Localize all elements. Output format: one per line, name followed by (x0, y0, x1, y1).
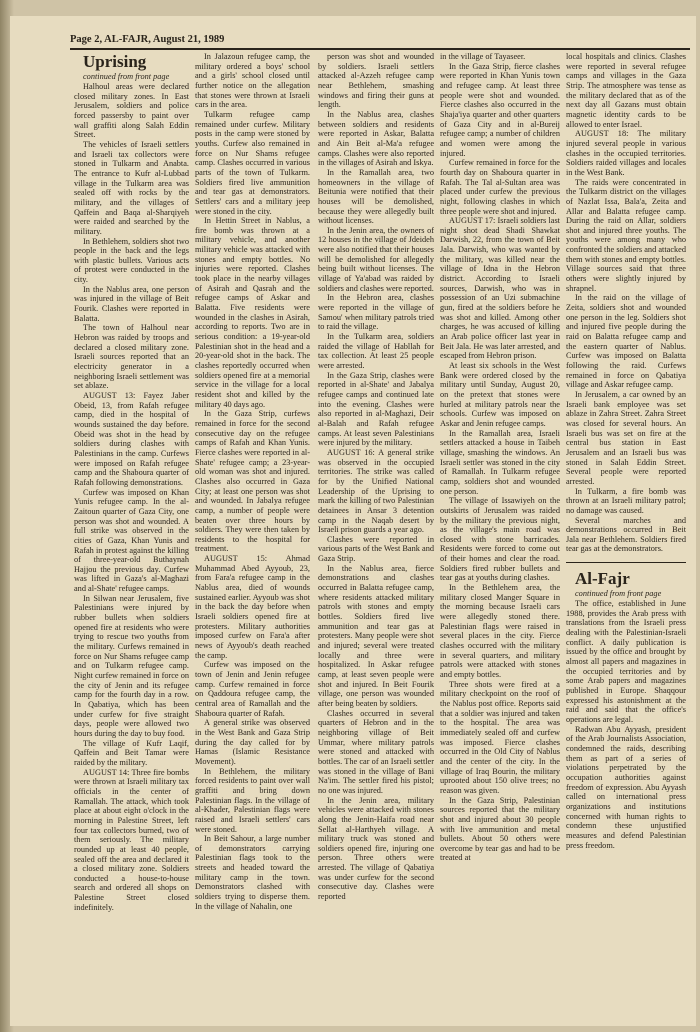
paragraph: local hospitals and clinics. Clashes were reported in several refugee camps and villages in the Gaza Strip. The atmosphere was tense as the military declared that as of the next day all Gazans must obtain magnetic identity cards to be allowed to enter Israel. (566, 52, 686, 129)
paragraph: In Hettin Street in Nablus, a fire bomb was thrown at a military vehicle, and another military vehicle was attacked with stones and empty bottles. No injuries were reported. Clashes took place in the nearby villages of Asirah and Qasrah and the refugee camps of Askar and Balatta. Five residents were wounded in the clashes in Asirah, according to reports. Two are in serious condition: a 19-year-old Palestinian shot in the head and a 20-year-old shot in the back. The clashes reportedly occurred when soldiers opened fire at a memorial service in the village for a local resident shot and killed by the military 40 days ago. (195, 216, 310, 409)
column-3 (318, 52, 434, 1027)
paragraph: Curfew was imposed on the town of Jenin and Jenin refugee camp. Curfew remained in force on Qaddoura refugee camp, the central area of Ramallah and the Shaboura quarter of Rafah. (195, 660, 310, 718)
paragraph: Radwan Abu Ayyash, president of the Arab Journalists Association, condemned the raids, describing them as part of a series of violations perpetrated by the occupation authorities against freedom of expression. Abu Ayyash called on international press organizations and institutions concerned with human rights to condemn these unjustified measures and defend Palestinian press freedom. (566, 724, 686, 850)
paragraph: In the Jenin area, military vehicles were attacked with stones along the Jenin-Haifa road near Sellat al-Harthyeh village. A military truck was stoned and soldiers opened fire, injuring one person. Three others were arrested. The village of Qabatiya was under curfew for the second consecutive day. Clashes were reported (318, 795, 434, 902)
article-divider (566, 562, 686, 563)
paragraph: In the Gaza Strip, fierce clashes were reported in Khan Yunis town and refugee camp. At least three people were shot and wounded. Fierce clashes also occurred in the Shaja'iya quarter and other quarters of Gaza City and in al-Bureij refugee camp; a number of children and women were among the injured. (440, 61, 560, 158)
paragraph: AUGUST 13: Fayez Jaber Obeid, 13, from Rafah refugee camp, died in the hospital of wounds sustained the day before. Obeid was shot in the head by soldiers during clashes with Palestinians in the camp. Curfews were imposed on Rafah refugee camp and the Shaboura quarter of Rafah following demonstrations. (74, 391, 189, 487)
paragraph: AUGUST 18: The military injured several people in various clashes in the occupied territories. Soldiers raided villages and locales in the West Bank. (566, 129, 686, 177)
paragraph: In the Nablus area, clashes between soldiers and residents were reported in Askar, Balatta and Ain Beit al-Ma'a refugee camps. Clashes were also reported in the villages of Asirah and Iskya. (318, 109, 434, 168)
paragraph: In Tulkarm, a fire bomb was thrown at an Israeli military patrol; no damage was caused. (566, 486, 686, 515)
paragraph: Three shots were fired at a military checkpoint on the roof of the Nablus post office. Reports said that a soldier was injured and taken to the hospital. The area was immediately sealed off and curfew was imposed. Fierce clashes occurred in the Old City of Nablus and the center of the city. In the village of Iraq Bourin, the military uprooted about 150 olive trees; no reason was given. (440, 679, 560, 795)
paragraph: Several marches and demonstrations occurred in Beit Jala near Bethlehem. Soldiers fired tear gas at the demonstrators. (566, 515, 686, 554)
paragraph: The vehicles of Israeli settlers and Israeli tax collectors were stoned in Tulkarm and Anabta. The entrance to Kufr al-Lubbad village in the Tulkarm area was sealed off with rocks by the military, and the villages of Qaffein and Baqa al-Sharqiyeh were raided and searched by the military. (74, 139, 189, 236)
column-4 (440, 52, 560, 1027)
paragraph: The village of Issawiyeh on the outskirts of Jerusalem was raided by the military the previous night, as the village's main road was closed with stone barricades. Residents were forced to come out of their homes and clear the road. Soldiers fired rubber bullets and tear gas at youths during clashes. (440, 496, 560, 583)
paragraph: The raids were concentrated in the Tulkarm district on the villages of Nazlat Issa, Bala'a, Zeita and Allar and Balatta refugee camp. During the raid on Allar, soldiers shot and injured three youths. The youths were among many who confronted the soldiers and attacked them with stones and empty bottles. Village sources said that three others were slightly injured by shrapnel. (566, 177, 686, 293)
paragraph: In Bethlehem, soldiers shot two people in the back and the legs with plastic bullets. Various acts of protest were conducted in the city. (74, 236, 189, 285)
paragraph: AUGUST 17: Israeli soldiers last night shot dead Shadi Shawkat Darwish, 22, from the town of Beit Jala. Darwish, who was wanted by the military, was killed near the village of Idna in the Hebron district. According to Israeli sources, Darwish, who was in possession of an Uzi submachine gun, fired at the soldiers before he was shot and killed. Among other charges, he was accused of killing an Arab police officer last year in Beit Jala. He was later arrested, and escaped from Hebron prison. (440, 216, 560, 361)
paragraph: The office, established in June 1988, provides the Arab press with translations from the Israeli press dealing with the Palestinian-Israeli conflict. A daily publication is issued by the office and brought by almost all papers and magazines in the occupied territories and by some Arab papers and magazines published in Europe. Shaqqour expressed his astonishment at the raid and said that the office's operations are legal. (566, 599, 686, 724)
uprising-continued-note: continued from front page (83, 72, 170, 81)
paragraph: In Beit Sahour, a large number of demonstrators carrying Palestinian flags took to the streets and headed toward the military camp in the town. Demonstrators clashed with soldiers trying to disperse them. In the village of Nahalin, one (195, 834, 310, 911)
paragraph: In the Hebron area, clashes were reported in the village of Samou' when military patrols tried to raid the village. (318, 293, 434, 332)
paragraph: In the Ramallah area, Israeli settlers attacked a house in Taibeh village, smashing the windows. An Israeli settler was stoned in the city of Ramallah. In Tulkarm refugee camp, soldiers shot and wounded one person. (440, 428, 560, 496)
paragraph: In the raid on the village of Zeita, soldiers shot and wounded one person in the leg. Soldiers shot and injured five people during the raid on Balatta refugee camp and the eastern quarter of Nablus. Curfew was imposed on Balatta following the raid. Curfews remained in force on Qabatiya village and Askar refugee camp. (566, 293, 686, 390)
paragraph: in the village of Tayaseer. (440, 52, 526, 61)
paragraph: In Bethlehem, the military forced residents to paint over wall graffiti and bring down Palestinian flags. In the village of al-Khader, Palestinian flags were raised and Israeli settlers' cars were stoned. (195, 766, 310, 834)
paragraph: Clashes were reported in various parts of the West Bank and Gaza Strip. (318, 534, 434, 564)
paragraph: person was shot and wounded by soldiers. Israeli settlers attacked al-Azzeh refugee camp near Bethlehem, smashing windows and firing their guns at length. (318, 52, 434, 110)
uprising-headline: Uprising (83, 52, 147, 71)
paragraph: Curfew was imposed on Khan Yunis refugee camp. In the al-Zaitoun quarter of Gaza City, one person was shot and wounded. A full strike was observed in the cities of Gaza, Khan Yunis and Rafah in protest against the killing of three-year-old Buthaynah Hajjou the previous day. Curfew was lifted in Gaza's al-Maghazi and al-Shate' refugee camps. (74, 487, 189, 594)
paragraph: In the Nablus area, fierce demonstrations and clashes occurred in Balatta refugee camp, where residents attacked military patrols with stones and empty bottles. Soldiers fired live ammunition and tear gas at protesters. Many people were shot and injured; several were treated locally and three were hospitalized. In Askar refugee camp, at least seven people were shot and injured. In Beit Fourik village, one person was wounded after being beaten by soldiers. (318, 563, 434, 708)
paragraph: In the Gaza Strip, Palestinian sources reported that the military shot and injured about 30 people with live ammunition and metal bullets. About 50 others were overcome by tear gas and had to be treated at (440, 795, 560, 863)
column-2 (195, 52, 310, 1027)
paragraph: AUGUST 15: Ahmad Muhammad Abed Ayyoub, 23, from Fara'a refugee camp in the Nablus area, died of wounds sustained earlier. Ayyoub was shot in the back the day before when Israeli soldiers opened fire at protesters. Military authorities imposed curfew on Fara'a after news of Ayyoub's death reached the camp. (195, 554, 310, 660)
paragraph: Curfew remained in force for the fourth day on Shaboura quarter in Rafah. The Tal al-Sultan area was placed under curfew the previous night, following clashes in which three people were shot and injured. (440, 158, 560, 216)
paragraph: In the Nablus area, one person was injured in the village of Beit Fourik. Clashes were reported in Balatta. (74, 284, 189, 323)
paragraph: The town of Halhoul near Hebron was raided by troops and declared a closed military zone. Israeli sources reported that an electricity generator in a neighboring Israeli settlement was set ablaze. (74, 323, 189, 391)
paragraph: AUGUST 14: Three fire bombs were thrown at Israeli military tax officials in the center of Ramallah. The attack, which took place at about eight o'clock in the morning in Palestine Street, left four tax collectors burned, two of them seriously. The military rounded up at least 40 people, sealed off the area and declared it a closed military zone. Soldiers conducted a house-to-house search and ordered all shops on Palestine Street closed indefinitely. (74, 767, 189, 912)
paragraph: Clashes occurred in several quarters of Hebron and in the neighboring village of Beit Ummar, where military patrols were stoned and attacked with bottles. The car of an Israeli settler was stoned in the village of Bani Na'im. The settler fired his pistol; no one was injured. (318, 708, 434, 795)
paragraph: The village of Kufr Laqif, Qaffein and Beit Tamar were raided by the military. (74, 738, 189, 767)
paragraph: In Jerusalem, a car owned by an Israeli bank employee was set ablaze in Zahra Street. Zahra Street was closed for several hours. An Israeli bus was set on fire at the central bus station in East Jerusalem and an Israeli bus was stoned in Salah Eddin Street. Several people were reported arrested. (566, 389, 686, 486)
paragraph: In Silwan near Jerusalem, five Palestinians were injured by rubber bullets when soldiers opened fire at residents who were trying to rescue two youths from the military. Curfews remained in force on Nur Shams refugee camp and on Tulkarm refugee camp. Night curfew remained in force on the city of Jenin and its refugee camp for the fourth day in a row. In Qabatiya, which has been under curfew for five straight days, people were allowed two hours during the day to buy food. (74, 593, 189, 738)
column-1 (74, 52, 189, 1027)
alfajr-continued-note: continued from front page (575, 589, 662, 599)
page-header: Page 2, AL-FAJR, August 21, 1989 (70, 34, 690, 50)
paragraph: In the Ramallah area, two homeowners in the village of Beitunia were notified that their houses will be demolished, because they were allegedly built without licenses. (318, 167, 434, 226)
paragraph: In the Gaza Strip, curfews remained in force for the second consecutive day on the refugee camps of Rafah and Khan Yunis. Fierce clashes were reported in al-Shate' refugee camp; a 23-year-old woman was shot and injured. Clashes also occurred in Gaza City; at least one person was shot and wounded. In Jabalya refugee camp, a number of people were beaten over three hours by soldiers. They were then taken by residents to the hospital for treatment. (195, 409, 310, 554)
column-5 (566, 52, 686, 1027)
alfajr-headline: Al-Fajr (575, 569, 630, 589)
paragraph: A general strike was observed in the West Bank and Gaza Strip during the day called for by Hamas (Islamic Resistance Movement). (195, 718, 310, 766)
paragraph: In the Jenin area, the owners of 12 houses in the village of Jdeideh were also notified that their houses will be demolished for allegedly being built without licenses. The village of Ya'abad was raided by soldiers and clashes were reported. (318, 225, 434, 293)
paragraph: In the Bethlehem area, the military closed Manger Square in the morning because Israeli cars were allegedly stoned there. Palestinian flags were raised in several places in the city. Fierce clashes occurred with the military in several quarters, and military patrols were attacked with stones and empty bottles. (440, 583, 560, 679)
paragraph: At least six schools in the West Bank were ordered closed by the military until Sunday, August 20, on the pretext that stones were hurled at military patrols near the schools. Curfew was imposed on Askar and Jenin refugee camps. (440, 361, 560, 428)
paragraph: In the Tulkarm area, soldiers raided the village of Habllah for tax collection. At least 25 people were arrested. (318, 332, 434, 370)
paragraph: Tulkarm refugee camp remained under curfew. Military posts in the camp were stoned by youths. Curfew also remained in force on Nur Shams refugee camp. Clashes occurred in various parts of the town of Tulkarm. Soldiers fired live ammunition and tear gas at demonstrators. Settlers' cars and a military jeep were stoned in the city. (195, 109, 310, 216)
paragraph: In the Gaza Strip, clashes were reported in al-Shate' and Jabalya refugee camps and continued late into the evening. Clashes were also reported in al-Maghazi, Deir al-Balah and Rafah refugee camps. At least seven Palestinians were injured by the military. (318, 370, 434, 448)
paragraph: Halhoul areas were declared closed military zones. In East Jerusalem, soldiers and police forced passersby to paint over wall graffiti along Salah Eddin Street. (74, 82, 189, 140)
paragraph: In Jalazoun refugee camp, the military ordered a boys' school and a girls' school closed until further notice on the allegation that stones were thrown at Israeli cars in the area. (195, 52, 310, 110)
paragraph: AUGUST 16: A general strike was observed in the occupied territories. The strike was called for by the Unified National Leadership of the Uprising to mark the killing of two Palestinian detainees in Ansar 3 detention camp in the Naqab desert by Israeli prison guards a year ago. (318, 447, 434, 535)
